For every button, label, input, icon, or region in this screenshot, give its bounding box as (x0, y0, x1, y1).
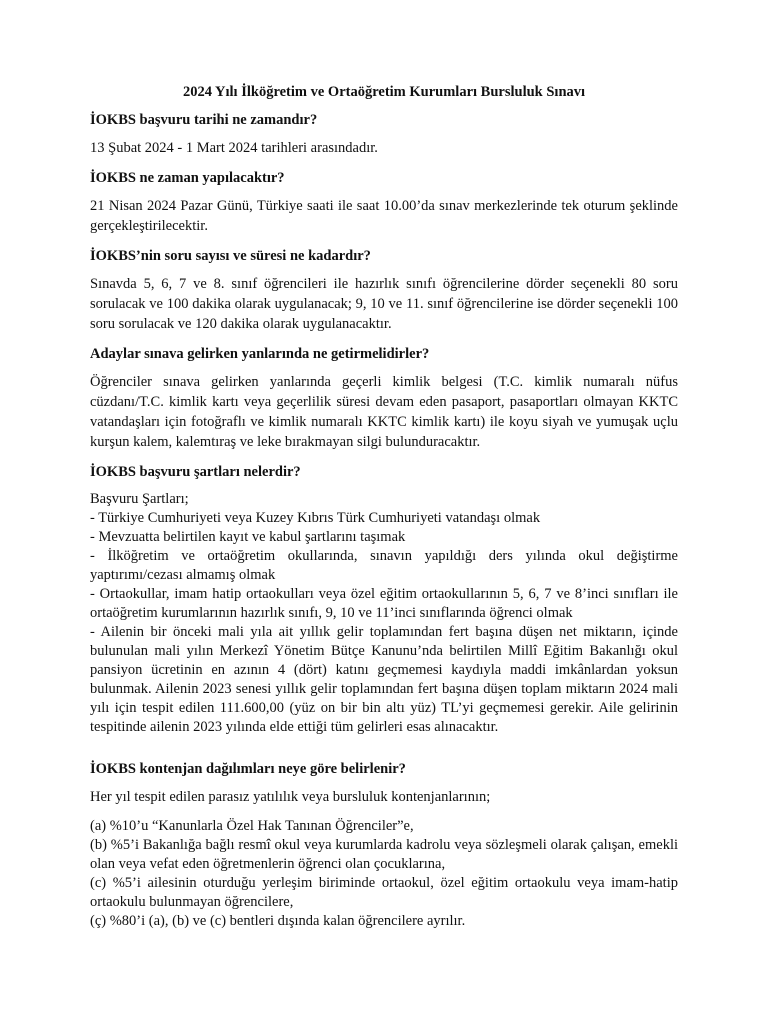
question-quota-distribution: İOKBS kontenjan dağılımları neye göre belirlenir? (90, 761, 406, 777)
quota-item: (c) %5’i ailesinin oturduğu yerleşim biriminde ortaokul, özel eğitim ortaokulu veya imam-hatip ortaokulu bulunmayan öğrencilere, (90, 875, 678, 910)
document-title: 2024 Yılı İlköğretim ve Ortaöğretim Kurumları Bursluluk Sınavı (182, 84, 586, 100)
quota-intro: Her yıl tespit edilen parasız yatılılık veya bursluluk kontenjanlarının; (90, 789, 491, 805)
quota-list (90, 817, 678, 931)
answer-what-to-bring: Öğrenciler sınava gelirken yanlarında geçerli kimlik belgesi (T.C. kimlik numaralı nüfus cüzdanı/T.C. kimlik kartı veya geçerlilik süresi devam eden pasaport, pasaportları olmayan KKTC vatandaşları için fotoğraflı ve kimlik numaralı KKTC kimlik kartı) ile koyu siyah ve yumuşak uçlu kurşun kalem, kalemtıraş ve leke bırakmayan silgi bulunduracaktır. (90, 374, 678, 450)
answer-exam-date: 21 Nisan 2024 Pazar Günü, Türkiye saati ile saat 10.00’da sınav merkezlerinde tek oturum şeklinde gerçekleştirilecektir. (90, 198, 678, 234)
quota-item: (b) %5’i Bakanlığa bağlı resmî okul veya kurumlarda kadrolu veya sözleşmeli olarak çalışan, emekli olan veya vefat eden öğretmenlerin öğrenci olan çocuklarına, (90, 837, 678, 872)
condition-item: - Türkiye Cumhuriyeti veya Kuzey Kıbrıs Türk Cumhuriyeti vatandaşı olmak (90, 510, 541, 526)
question-exam-date: İOKBS ne zaman yapılacaktır? (90, 170, 285, 186)
conditions-list (90, 490, 678, 737)
condition-item: - İlköğretim ve ortaöğretim okullarında, sınavın yapıldığı ders yılında okul değiştirme yaptırımı/cezası almamış olmak (90, 548, 678, 583)
conditions-heading: Başvuru Şartları; (90, 491, 189, 507)
question-question-count: İOKBS’nin soru sayısı ve süresi ne kadardır? (90, 248, 371, 264)
condition-item: - Ailenin bir önceki mali yıla ait yıllık gelir toplamından fert başına düşen net miktarın, içinde bulunulan mali yılın Merkezî Yönetim Bütçe Kanunu’nda belirtilen Millî Eğitim Bakanlığı okul pansiyon ücretinin en azının 4 (dört) katını geçmemesi kaydıyla maddi imkânlardan yoksun bulunmak. Ailenin 2023 senesi yıllık gelir toplamından fert başına düşen toplam miktarın 2024 mali yılı için tespit edilen 111.600,00 (yüz on bir bin altı yüz) TL’yi geçmemesi gerekir. Aile gelirinin tespitinde ailenin 2023 yılında elde ettiği tüm gelirleri esas alınacaktır. (90, 624, 678, 735)
answer-question-count: Sınavda 5, 6, 7 ve 8. sınıf öğrencileri ile hazırlık sınıfı öğrencilerine dörder seçenekli 80 soru sorulacak ve 100 dakika olarak uygulanacak; 9, 10 ve 11. sınıf öğrencilerine ise dörder seçenekli 100 soru sorulacak ve 120 dakika olarak uygulanacaktır. (90, 276, 678, 332)
answer-application-date: 13 Şubat 2024 - 1 Mart 2024 tarihleri arasındadır. (90, 140, 378, 156)
condition-item: - Ortaokullar, imam hatip ortaokulları veya özel eğitim ortaokullarının 5, 6, 7 ve 8’inci sınıfları ile ortaöğretim kurumlarının hazırlık sınıfı, 9, 10 ve 11’inci sınıflarında öğrenci olmak (90, 586, 678, 621)
quota-item: (a) %10’u “Kanunlarla Özel Hak Tanınan Öğrenciler”e, (90, 818, 414, 834)
quota-item: (ç) %80’i (a), (b) ve (c) bentleri dışında kalan öğrencilere ayrılır. (90, 913, 466, 929)
condition-item: - Mevzuatta belirtilen kayıt ve kabul şartlarını taşımak (90, 529, 406, 545)
question-what-to-bring: Adaylar sınava gelirken yanlarında ne getirmelidirler? (90, 346, 430, 362)
question-application-date: İOKBS başvuru tarihi ne zamandır? (90, 112, 318, 128)
section-spacer (90, 747, 678, 759)
question-application-conditions: İOKBS başvuru şartları nelerdir? (90, 464, 301, 480)
